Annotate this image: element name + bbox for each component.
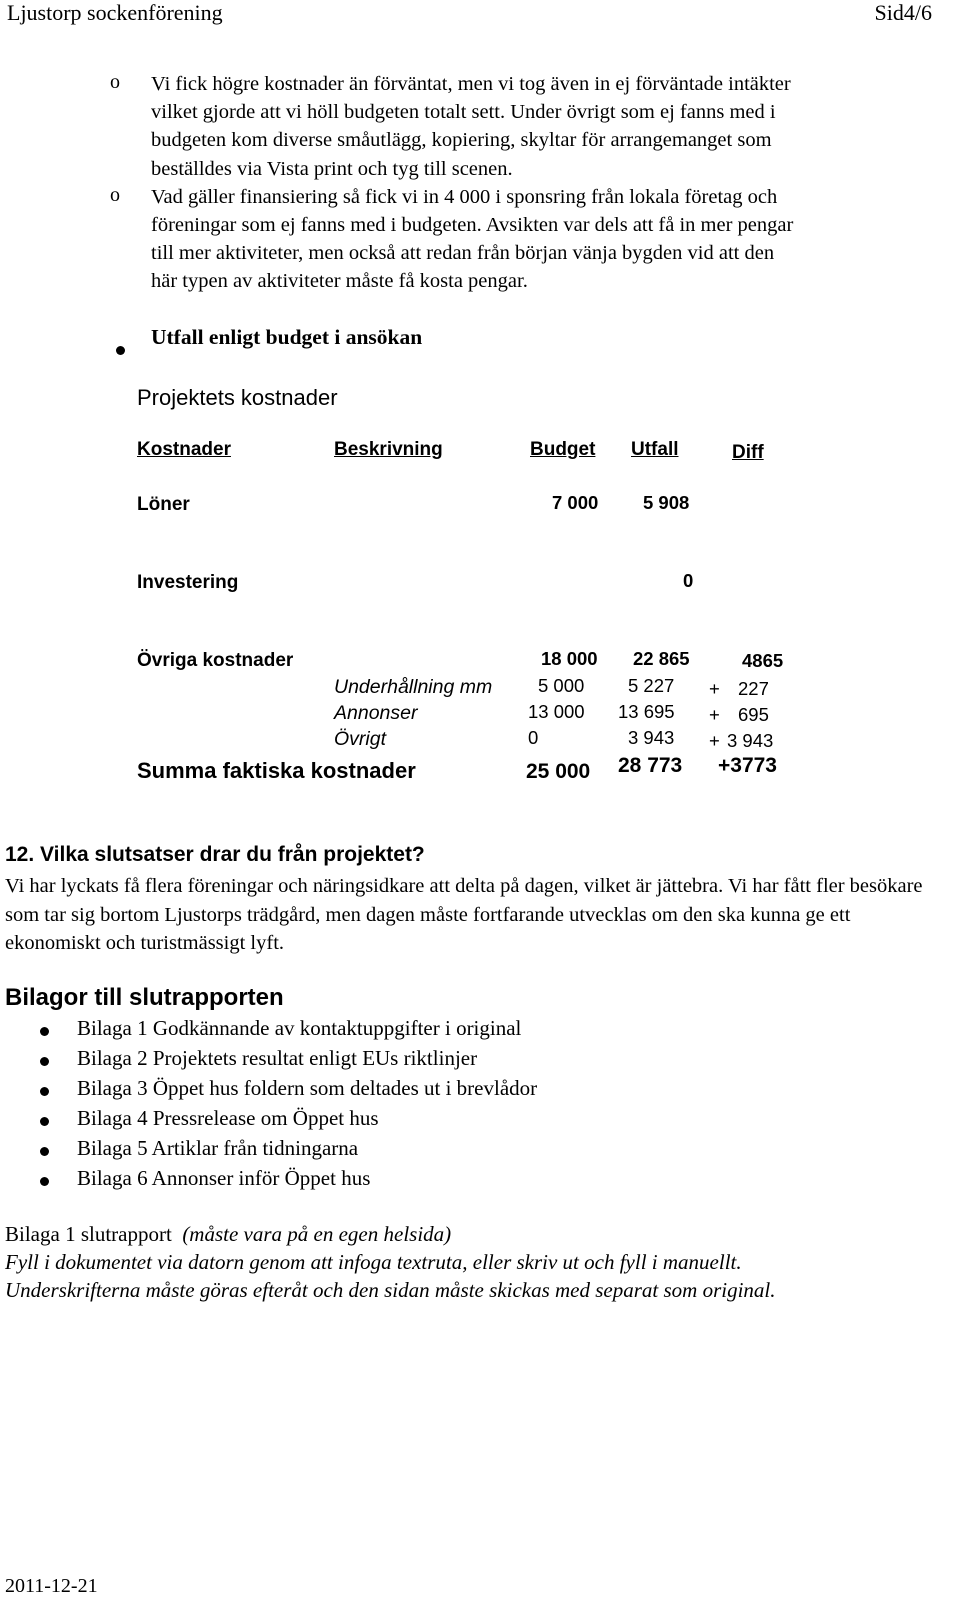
attachments-title: Bilagor till slutrapporten bbox=[5, 984, 284, 1011]
sub-bullet-marker: o bbox=[110, 184, 120, 206]
note-line-1-normal: Bilaga 1 slutrapport bbox=[5, 1222, 172, 1246]
sub-row-diff-sign: + bbox=[709, 704, 720, 725]
col-header-utfall: Utfall bbox=[631, 439, 679, 460]
attachment-item: Bilaga 5 Artiklar från tidningarna bbox=[77, 1136, 359, 1160]
bullet-dot bbox=[40, 1147, 49, 1156]
sub-row-budget: 0 bbox=[528, 727, 539, 748]
budget-heading: Utfall enligt budget i ansökan bbox=[151, 325, 423, 349]
sub-row-label: Annonser bbox=[334, 702, 418, 724]
paragraph-line: vilket gjorde att vi höll budgeten totalt sett. Under övrigt som ej fanns med i bbox=[151, 101, 776, 123]
paragraph-line: till mer aktiviteter, men också att redan från början vänja bygden vid att den bbox=[151, 242, 775, 264]
col-header-diff: Diff bbox=[732, 442, 764, 463]
bullet-dot bbox=[40, 1177, 49, 1186]
ovriga-budget: 18 000 bbox=[541, 648, 598, 669]
note-line-1-italic: (måste vara på en egen helsida) bbox=[182, 1222, 452, 1246]
sub-row-label: Underhållning mm bbox=[334, 676, 493, 698]
attachment-item: Bilaga 4 Pressrelease om Öppet hus bbox=[77, 1106, 379, 1130]
sub-row-diff: 695 bbox=[738, 704, 769, 725]
loner-budget: 7 000 bbox=[552, 492, 599, 513]
page-number: Sid4/6 bbox=[874, 0, 932, 25]
ovriga-utfall: 22 865 bbox=[633, 648, 690, 669]
sub-row-diff-sign: + bbox=[709, 730, 720, 751]
row-label-loner: Löner bbox=[137, 494, 190, 515]
costs-table-title: Projektets kostnader bbox=[137, 385, 338, 410]
loner-utfall: 5 908 bbox=[643, 492, 690, 513]
bullet-dot bbox=[40, 1117, 49, 1126]
note-line-3: Underskrifterna måste göras efteråt och den sidan måste skickas med separat som original. bbox=[5, 1278, 776, 1302]
paragraph-line: Vad gäller finansiering så fick vi in 4 000 i sponsring från lokala företag och bbox=[151, 186, 778, 208]
paragraph-line: budgeten kom diverse småutlägg, kopiering, skyltar för arrangemanget som bbox=[151, 129, 772, 151]
footer-date: 2011-12-21 bbox=[5, 1575, 98, 1597]
investering-utfall: 0 bbox=[683, 570, 694, 591]
sub-row-label: Övrigt bbox=[334, 728, 387, 750]
bullet-dot bbox=[40, 1057, 49, 1066]
total-label: Summa faktiska kostnader bbox=[137, 758, 416, 783]
section-12-text: Vi har lyckats få flera föreningar och näringsidkare att delta på dagen, vilket är jättebra. Vi har fått fler besökare som tar sig bortom Ljustorps trädgård, men dagen måste fortfarande utvecklas om den ska kunna ge ett ekonomiskt och turistmässigt lyft. bbox=[5, 875, 923, 954]
bullet-dot bbox=[40, 1087, 49, 1096]
attachment-item: Bilaga 3 Öppet hus foldern som deltades ut i brevlådor bbox=[77, 1076, 538, 1100]
note-line-1 bbox=[5, 1222, 451, 1247]
sub-row-utfall: 5 227 bbox=[628, 675, 675, 696]
paragraph-line: beställdes via Vista print och tyg till scenen. bbox=[151, 158, 513, 180]
row-label-investering: Investering bbox=[137, 572, 239, 593]
sub-bullet-marker: o bbox=[110, 71, 120, 93]
bullet-dot bbox=[116, 346, 125, 355]
sub-row-diff-sign: + bbox=[709, 678, 720, 699]
sub-row-utfall: 13 695 bbox=[618, 701, 675, 722]
attachment-item: Bilaga 1 Godkännande av kontaktuppgifter i original bbox=[77, 1016, 522, 1040]
sub-row-budget: 13 000 bbox=[528, 701, 585, 722]
total-utfall: 28 773 bbox=[618, 754, 683, 777]
attachment-item: Bilaga 2 Projektets resultat enligt EUs riktlinjer bbox=[77, 1046, 478, 1070]
attachment-item: Bilaga 6 Annonser inför Öppet hus bbox=[77, 1166, 371, 1190]
paragraph-line: här typen av aktiviteter måste få kosta pengar. bbox=[151, 270, 528, 292]
total-budget: 25 000 bbox=[526, 760, 591, 783]
total-diff: +3773 bbox=[718, 754, 777, 777]
col-header-beskrivning: Beskrivning bbox=[334, 439, 443, 460]
note-line-2: Fyll i dokumentet via datorn genom att infoga textruta, eller skriv ut och fyll i manuellt. bbox=[5, 1250, 742, 1274]
ovriga-diff: 4865 bbox=[742, 650, 784, 671]
col-header-kostnader: Kostnader bbox=[137, 439, 231, 460]
sub-row-diff: 227 bbox=[738, 678, 769, 699]
header-title: Ljustorp sockenförening bbox=[7, 0, 223, 25]
sub-row-utfall: 3 943 bbox=[628, 727, 675, 748]
col-header-budget: Budget bbox=[530, 439, 596, 460]
paragraph-line: föreningar som ej fanns med i budgeten. Avsikten var dels att få in mer pengar bbox=[151, 214, 794, 236]
sub-row-budget: 5 000 bbox=[538, 675, 585, 696]
section-12-title: 12. Vilka slutsatser drar du från projektet? bbox=[5, 843, 425, 866]
row-label-ovriga: Övriga kostnader bbox=[137, 650, 294, 671]
sub-row-diff: 3 943 bbox=[727, 730, 774, 751]
bullet-dot bbox=[40, 1027, 49, 1036]
paragraph-line: Vi fick högre kostnader än förväntat, men vi tog även in ej förväntade intäkter bbox=[151, 73, 791, 95]
